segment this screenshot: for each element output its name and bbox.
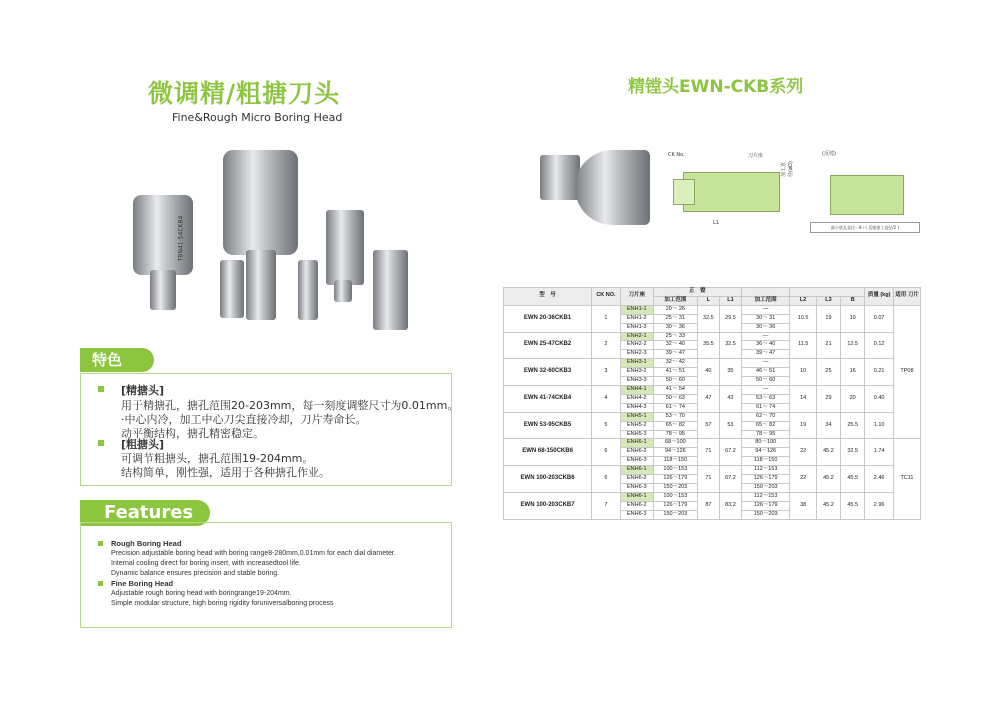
seat-cell: ENH1-3 <box>620 323 653 332</box>
back-range-cell: 118～150 <box>741 457 789 466</box>
seat-cell: ENH3-3 <box>620 377 653 386</box>
table-row <box>504 492 921 501</box>
table-row <box>504 412 921 421</box>
model-cell: EWN 25-47CKB2 <box>504 332 592 359</box>
l1-cell: 43 <box>719 385 741 412</box>
table-row <box>504 385 921 394</box>
features-en-tab: Features <box>80 500 210 526</box>
insert-cell: TP08 <box>893 305 920 439</box>
l-cell: 47 <box>697 385 719 412</box>
seat-cell: ENH5-3 <box>620 430 653 439</box>
bullet-icon <box>98 386 104 392</box>
ck-no-label: CK No. <box>668 152 685 158</box>
b-cell: 16 <box>841 359 865 386</box>
l3-cell: 19 <box>816 305 840 332</box>
back-range-cell: 61～ 74 <box>741 403 789 412</box>
l1-cell: 67.2 <box>719 439 741 466</box>
ck-cell: 3 <box>592 359 621 386</box>
fine-line-cn: 动平衡结构，搪孔精密稳定。 <box>121 427 264 440</box>
seat-cell: ENH6-1 <box>620 466 653 475</box>
range-cell: 68～100 <box>653 439 697 448</box>
back-range-cell: — <box>741 385 789 394</box>
mass-cell: 0.07 <box>865 305 894 332</box>
spec-table <box>503 287 921 520</box>
b-cell: 45.5 <box>841 492 865 519</box>
fine-line-en: Adjustable rough boring head with boringrange19-204mm. <box>111 590 292 597</box>
l3-cell: 45.2 <box>816 492 840 519</box>
col-ck: CK NO. <box>592 288 621 306</box>
insert-label: 刀片座 <box>748 153 764 159</box>
range-cell: 50～ 60 <box>653 377 697 386</box>
table-row <box>504 305 921 314</box>
model-cell: EWN 20-36CKB1 <box>504 305 592 332</box>
seat-cell: ENH6-3 <box>620 483 653 492</box>
bullet-icon <box>98 581 103 586</box>
ck-cell: 7 <box>592 492 621 519</box>
col-l2: L2 <box>790 296 816 305</box>
l1-cell: 29.5 <box>719 305 741 332</box>
l1-cell: 32.5 <box>719 332 741 359</box>
seat-cell: ENH6-2 <box>620 501 653 510</box>
range-cell: 32～ 40 <box>653 341 697 350</box>
l2-cell: 22 <box>790 439 816 466</box>
back-range-cell: 62～ 70 <box>741 412 789 421</box>
rough-line-cn: 可调节粗搪头，搪孔范围19-204mm。 <box>121 452 314 465</box>
back-range-cell: 150～203 <box>741 483 789 492</box>
dimension-diagram-back <box>810 150 920 232</box>
b-cell: 10 <box>841 305 865 332</box>
b-cell: 20 <box>841 385 865 412</box>
seat-cell: ENH6-1 <box>620 492 653 501</box>
col-l1: L1 <box>719 296 741 305</box>
range-cell: 32～ 42 <box>653 359 697 368</box>
seat-cell: ENH3-2 <box>620 368 653 377</box>
section-title: 精镗头EWN-CKB系列 <box>628 77 804 97</box>
range-cell: 100～153 <box>653 466 697 475</box>
b-cell: 32.5 <box>841 439 865 466</box>
rough-line-en: Dynamic balance ensures precision and stable boring. <box>111 570 280 577</box>
seat-cell: ENH1-1 <box>620 305 653 314</box>
back-range-cell: 53～ 63 <box>741 394 789 403</box>
col-pos: 正 镗 <box>653 288 741 297</box>
mass-cell: 0.21 <box>865 359 894 386</box>
range-cell: 25～ 33 <box>653 332 697 341</box>
back-range-cell: 112～153 <box>741 492 789 501</box>
seat-cell: ENH3-1 <box>620 359 653 368</box>
mass-cell: 1.74 <box>865 439 894 466</box>
ck-cell: 4 <box>592 385 621 412</box>
dimension-diagram-front <box>668 152 796 232</box>
features-en-box <box>80 522 452 628</box>
back-range-cell: 30～ 31 <box>741 314 789 323</box>
rough-head-cn: [粗搪头] <box>121 438 165 451</box>
fine-head-en: Fine Boring Head <box>111 579 174 588</box>
back-label: (反镗) <box>822 151 836 157</box>
seat-cell: ENH4-3 <box>620 403 653 412</box>
seat-cell: ENH6-3 <box>620 457 653 466</box>
back-range-cell: 78～ 95 <box>741 430 789 439</box>
l1-cell: 35 <box>719 359 741 386</box>
col-l3: L3 <box>816 296 840 305</box>
back-range-cell: 50～ 60 <box>741 377 789 386</box>
back-range-cell: 150～203 <box>741 510 789 519</box>
rough-line-en: Precision adjustable boring head with boring range8-280mm,0.01mm for each dial diameter. <box>111 550 396 557</box>
fine-line-cn: 用于精搪孔，搪孔范围20-203mm，每一刻度调整尺寸为0.01mm。 <box>121 399 459 412</box>
mass-cell: 2.96 <box>865 492 894 519</box>
l3-cell: 45.2 <box>816 466 840 493</box>
seat-cell: ENH4-2 <box>620 394 653 403</box>
photo-label: TBN41-54CKB4 <box>177 215 185 262</box>
l-cell: 71 <box>697 439 719 466</box>
insert-cell: TC11 <box>893 439 920 519</box>
col-model: 型 号 <box>504 288 592 306</box>
range-cell: 150～203 <box>653 483 697 492</box>
min-hole-label: 最小底孔直径＝θ＋( 反镗加工直径/2 ) <box>810 222 920 233</box>
range-cell: 39～ 47 <box>653 350 697 359</box>
l2-cell: 14 <box>790 385 816 412</box>
l-cell: 40 <box>697 359 719 386</box>
rough-line-cn: 结构简单，刚性强，适用于各种搪孔作业。 <box>121 466 330 479</box>
table-row <box>504 332 921 341</box>
l-cell: 71 <box>697 466 719 493</box>
range-cell: 150～203 <box>653 510 697 519</box>
col-insert: 适用 刀片 <box>893 288 920 306</box>
col-b: B <box>841 296 865 305</box>
back-range-cell: 80～100 <box>741 439 789 448</box>
fine-line-en: Simple modular structure, high boring rigidity foruniversalboring process <box>111 600 334 607</box>
col-back-range: 加工范围 <box>741 296 789 305</box>
l-cell: 32.5 <box>697 305 719 332</box>
l1-cell: 83.2 <box>719 492 741 519</box>
mass-cell: 2.46 <box>865 466 894 493</box>
model-cell: EWN 32-60CKB3 <box>504 359 592 386</box>
back-range-cell: 46～ 51 <box>741 368 789 377</box>
b-cell: 45.5 <box>841 466 865 493</box>
features-cn-box <box>80 373 459 486</box>
l3-cell: 21 <box>816 332 840 359</box>
col-l: L <box>697 296 719 305</box>
seat-cell: ENH1-2 <box>620 314 653 323</box>
seat-cell: ENH6-2 <box>620 475 653 484</box>
l1-cell: 67.2 <box>719 466 741 493</box>
range-cell: 61～ 74 <box>653 403 697 412</box>
range-cell: 30～ 36 <box>653 323 697 332</box>
mass-cell: 0.40 <box>865 385 894 412</box>
l-cell: 35.5 <box>697 332 719 359</box>
bullet-icon <box>98 440 104 446</box>
seat-cell: ENH6-1 <box>620 439 653 448</box>
l3-cell: 34 <box>816 412 840 439</box>
col-range: 加工范围 <box>653 296 697 305</box>
ewn-photo <box>530 140 655 230</box>
model-cell: EWN 100-203CKB6 <box>504 466 592 493</box>
range-label: 加工直径(øD) <box>781 161 794 177</box>
product-photo <box>128 140 428 340</box>
page-title-en: Fine&Rough Micro Boring Head <box>172 111 343 124</box>
range-cell: 126～179 <box>653 501 697 510</box>
l2-cell: 22 <box>790 466 816 493</box>
seat-cell: ENH5-2 <box>620 421 653 430</box>
l2-cell: 38 <box>790 492 816 519</box>
ck-cell: 2 <box>592 332 621 359</box>
col-seat: 刀片座 <box>620 288 653 306</box>
range-cell: 94～126 <box>653 448 697 457</box>
range-cell: 53～ 70 <box>653 412 697 421</box>
ck-cell: 6 <box>592 466 621 493</box>
back-range-cell: 36～ 40 <box>741 341 789 350</box>
back-range-cell: 65～ 82 <box>741 421 789 430</box>
seat-cell: ENH6-3 <box>620 510 653 519</box>
ck-cell: 1 <box>592 305 621 332</box>
table-row <box>504 439 921 448</box>
back-range-cell: 39～ 47 <box>741 350 789 359</box>
seat-cell: ENH5-1 <box>620 412 653 421</box>
back-range-cell: — <box>741 332 789 341</box>
l2-cell: 11.5 <box>790 332 816 359</box>
ck-cell: 6 <box>592 439 621 466</box>
col-mass: 质量 (kg) <box>865 288 894 306</box>
ck-cell: 5 <box>592 412 621 439</box>
range-cell: 78～ 95 <box>653 430 697 439</box>
range-cell: 118～150 <box>653 457 697 466</box>
model-cell: EWN 100-203CKB7 <box>504 492 592 519</box>
rough-line-en: Internal cooling direct for boring insert, with increasedtool life. <box>111 560 301 567</box>
l3-cell: 25 <box>816 359 840 386</box>
l-cell: 57 <box>697 412 719 439</box>
back-range-cell: 30～ 36 <box>741 323 789 332</box>
back-range-cell: — <box>741 305 789 314</box>
l2-cell: 10.5 <box>790 305 816 332</box>
range-cell: 25～ 31 <box>653 314 697 323</box>
col-back-range <box>741 288 789 297</box>
range-cell: 100～153 <box>653 492 697 501</box>
l-cell: 87 <box>697 492 719 519</box>
seat-cell: ENH6-2 <box>620 448 653 457</box>
back-range-cell: 126～179 <box>741 501 789 510</box>
range-cell: 126～179 <box>653 475 697 484</box>
b-cell: 25.5 <box>841 412 865 439</box>
l3-cell: 29 <box>816 385 840 412</box>
range-cell: 41～ 51 <box>653 368 697 377</box>
l3-cell: 45.2 <box>816 439 840 466</box>
bullet-icon <box>98 541 103 546</box>
model-cell: EWN 41-74CKB4 <box>504 385 592 412</box>
mass-cell: 0.12 <box>865 332 894 359</box>
b-cell: 12.5 <box>841 332 865 359</box>
seat-cell: ENH2-2 <box>620 341 653 350</box>
back-range-cell: — <box>741 359 789 368</box>
rough-head-en: Rough Boring Head <box>111 539 182 548</box>
seat-cell: ENH2-3 <box>620 350 653 359</box>
seat-cell: ENH4-1 <box>620 385 653 394</box>
l1-cell: 53 <box>719 412 741 439</box>
back-range-cell: 112～153 <box>741 466 789 475</box>
seat-cell: ENH2-1 <box>620 332 653 341</box>
l1-label: L1 <box>713 220 719 226</box>
back-range-cell: 126～179 <box>741 475 789 484</box>
l2-cell: 19 <box>790 412 816 439</box>
range-cell: 50～ 63 <box>653 394 697 403</box>
fine-head-cn: [精搪头] <box>121 384 165 397</box>
features-cn-tab: 特色 <box>80 348 154 372</box>
table-row <box>504 359 921 368</box>
fine-line-cn: ·中心内冷，加工中心刀尖直接冷却，刀片寿命长。 <box>121 413 367 426</box>
range-cell: 20～ 26 <box>653 305 697 314</box>
model-cell: EWN 53-95CKB5 <box>504 412 592 439</box>
range-cell: 41～ 54 <box>653 385 697 394</box>
model-cell: EWN 68-150CKB6 <box>504 439 592 466</box>
table-row <box>504 466 921 475</box>
back-range-cell: 94～126 <box>741 448 789 457</box>
mass-cell: 1.10 <box>865 412 894 439</box>
page-title-cn: 微调精/粗搪刀头 <box>148 79 341 108</box>
l2-cell: 10 <box>790 359 816 386</box>
range-cell: 65～ 82 <box>653 421 697 430</box>
